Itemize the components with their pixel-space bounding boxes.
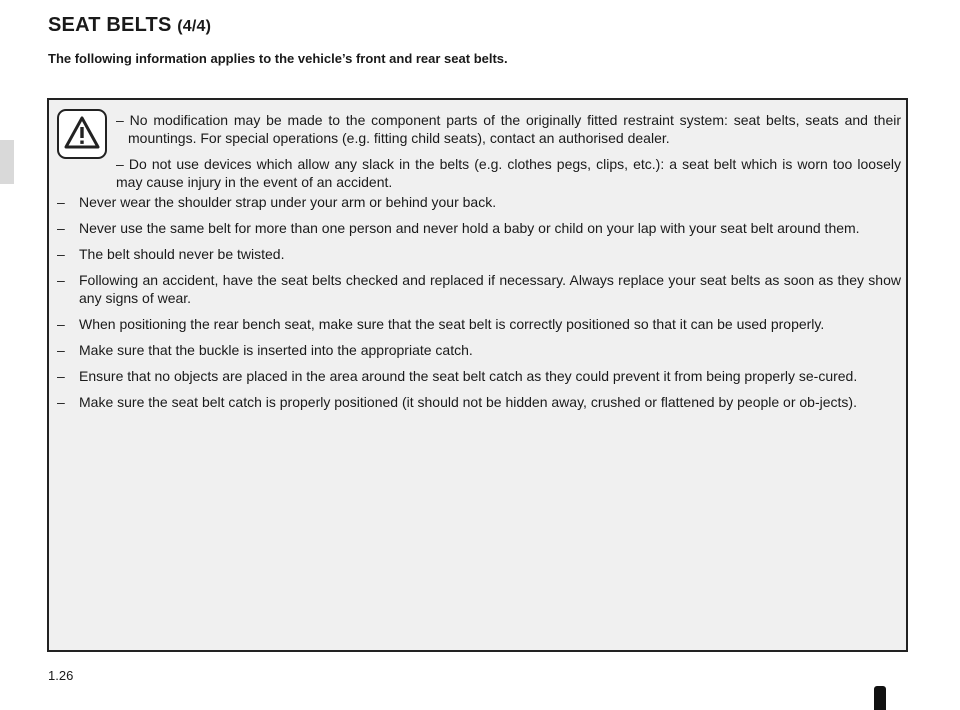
list-item: – When positioning the rear bench seat, make sure that the seat belt is correctly positioned so that it can be used properly. xyxy=(57,316,825,332)
page-title xyxy=(48,14,211,37)
list-item: – The belt should never be twisted. xyxy=(57,246,285,262)
list-item: – Never use the same belt for more than one person and never hold a baby or child on your lap with your seat belt around them. xyxy=(57,220,860,236)
warning-triangle-glyph xyxy=(63,115,101,151)
list-item-text: The belt should never be twisted. xyxy=(79,246,285,262)
list-item-text: Never use the same belt for more than one person and never hold a baby or child on your lap with your seat belt around them. xyxy=(79,220,860,236)
list-item-text: Make sure the seat belt catch is properly positioned (it should not be hidden away, crushed or flattened by people or ob-jects). xyxy=(79,394,857,410)
list-item-text: Make sure that the buckle is inserted into the appropriate catch. xyxy=(79,342,473,358)
warning-intro xyxy=(116,111,901,199)
warning-intro-modification: – No modification may be made to the component parts of the originally fitted restraint system: seat belts, seats and their mountings. For special operations (e.g. fitting child seats), contact an authorised dealer. xyxy=(116,112,901,146)
list-item-text: Ensure that no objects are placed in the area around the seat belt catch as they could prevent it from being properly se-cured. xyxy=(79,368,858,384)
list-item-text: Following an accident, have the seat belts checked and replaced if necessary. Always replace your seat belts as soon as they show any signs of wear. xyxy=(79,272,901,306)
page-edge-marker xyxy=(874,686,886,710)
chapter-tab xyxy=(0,140,14,184)
warning-box xyxy=(47,98,908,652)
list-item: – Ensure that no objects are placed in the area around the seat belt catch as they could prevent it from being properly se-cured. xyxy=(57,368,858,384)
list-item: – Make sure that the buckle is inserted into the appropriate catch. xyxy=(57,342,473,358)
list-item-text: When positioning the rear bench seat, make sure that the seat belt is correctly positioned so that it can be used properly. xyxy=(79,316,825,332)
page-title-text: SEAT BELTS xyxy=(48,14,172,36)
list-item-text: Never wear the shoulder strap under your arm or behind your back. xyxy=(79,194,497,210)
page-number: 1.26 xyxy=(48,668,74,683)
warning-intro-slack: – Do not use devices which allow any slack in the belts (e.g. clothes pegs, clips, etc.): a seat belt which is worn too loosely may cause injury in the event of an accident. xyxy=(116,156,901,190)
page-title-part: (4/4) xyxy=(177,18,212,35)
page-subtitle: The following information applies to the vehicle’s front and rear seat belts. xyxy=(48,51,508,66)
list-item: – Following an accident, have the seat belts checked and replaced if necessary. Always replace your seat belts as soon as they show any signs of wear. xyxy=(57,272,901,306)
list-item: – Make sure the seat belt catch is properly positioned (it should not be hidden away, crushed or flattened by people or ob-jects). xyxy=(57,394,857,410)
warning-list xyxy=(57,193,901,419)
list-item: – Never wear the shoulder strap under your arm or behind your back. xyxy=(57,194,497,210)
warning-triangle-icon xyxy=(57,109,107,159)
